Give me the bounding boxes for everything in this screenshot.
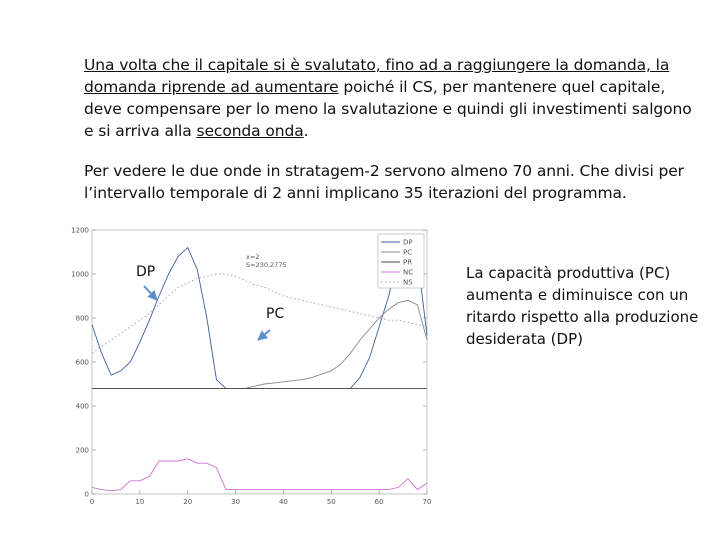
paragraph-1-segment: poiché il CS, per mantenere quel capitale, deve compensare per lo meno la svalutazione e quindi gli investimenti salgono e si arriva alla (84, 78, 692, 140)
y-tick-label: 200 (75, 446, 89, 455)
arrow-dp (144, 286, 157, 300)
x-tick-label: 30 (231, 498, 241, 506)
paragraph-1-end: . (303, 122, 309, 140)
annotation-pc: PC (266, 306, 285, 322)
legend-label-ns: NS (403, 278, 413, 287)
y-tick-label: 0 (84, 490, 89, 499)
legend-label-nc: NC (403, 268, 414, 277)
x-tick-label: 60 (374, 498, 384, 506)
tooltip-line: x=2 (246, 253, 260, 261)
arrow-pc (258, 330, 270, 340)
paragraph-2: Per vedere le due onde in stratagem-2 servono almeno 70 anni. Che divisi per l’intervallo temporale di 2 anni implicano 35 iterazioni del programma. (84, 162, 684, 202)
paragraph-1-underlined-segment: Una volta che il capitale si è svalutato, fino ad a raggiungere la domanda, la domanda riprende ad aumentare (84, 56, 670, 96)
x-tick-label: 0 (89, 498, 95, 506)
legend-label-pc: PC (403, 248, 413, 257)
annotation-dp: DP (136, 264, 156, 280)
y-tick-label: 800 (75, 314, 89, 323)
y-tick-label: 1000 (71, 270, 89, 279)
y-tick-label: 400 (75, 402, 89, 411)
paragraph-1-seconda-onda: seconda onda (196, 122, 304, 140)
x-tick-label: 40 (278, 498, 288, 506)
side-note: La capacità produttiva (PC) aumenta e diminuisce con un ritardo rispetto alla produzione desiderata (DP) (466, 264, 699, 348)
legend-label-pr: PR (403, 258, 413, 267)
x-tick-label: 10 (135, 498, 145, 506)
x-tick-label: 70 (422, 498, 432, 506)
tooltip-line: S=230,2775 (246, 261, 287, 269)
legend-label-dp: DP (403, 238, 413, 247)
x-tick-label: 50 (326, 498, 336, 506)
y-tick-label: 1200 (71, 226, 89, 235)
x-tick-label: 20 (183, 498, 193, 506)
y-tick-label: 600 (75, 358, 89, 367)
